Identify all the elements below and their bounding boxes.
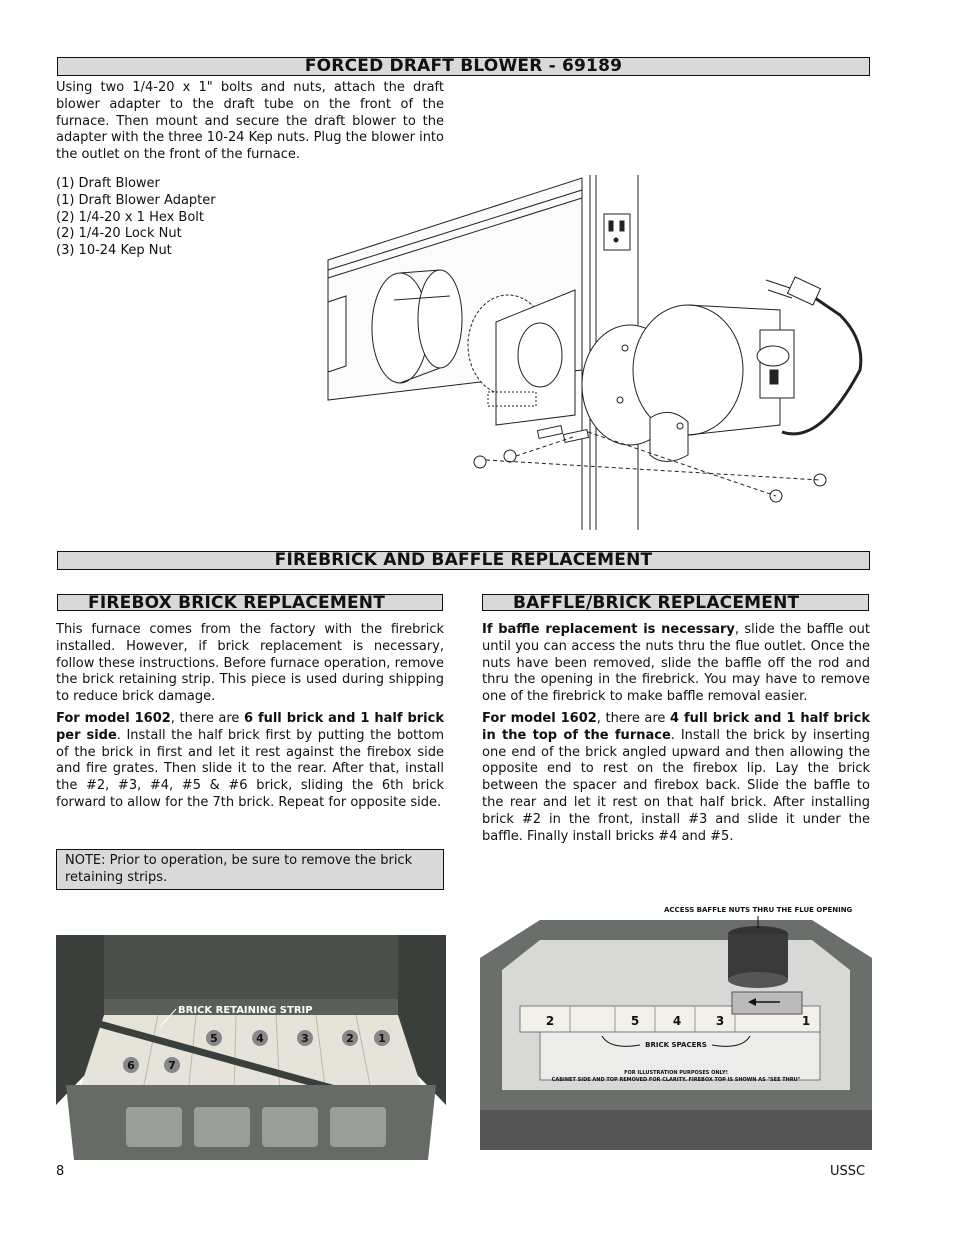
baffle-paragraph-2 xyxy=(482,711,870,845)
page-number: 8 xyxy=(56,1164,65,1179)
parts-list-item: (2) 1/4-20 Lock Nut xyxy=(56,226,182,242)
forced-draft-blower-header xyxy=(57,57,870,76)
brick-number: 7 xyxy=(168,1059,176,1072)
illustration-note: CABINET SIDE AND TOP REMOVED FOR CLARITY. FIREBOX TOP IS SHOWN AS "SEE THRU" xyxy=(551,1077,801,1083)
brick-number: 1 xyxy=(801,1014,811,1028)
access-baffle-nuts-label: ACCESS BAFFLE NUTS THRU THE FLUE OPENING xyxy=(664,906,853,914)
blower-instructions-text: Using two 1/4-20 x 1" bolts and nuts, attach the draft blower adapter to the draft tube on the front of the furnace. Then mount and secure the draft blower to the adapter with the three 10-24 Kep nuts. Plug the blower into the outlet on the front of the furnace. xyxy=(56,80,444,163)
column-title: BAFFLE/BRICK REPLACEMENT xyxy=(513,593,800,613)
brick-spacers-label: BRICK SPACERS xyxy=(645,1041,707,1049)
text-run: , slide the baffle out until you can access the nuts thru the flue outlet. Once the nuts have been removed, slide the baffle off the rod and thru the opening in the firebrick. You may have to remove one of the firebrick to make baffle removal easier. xyxy=(482,622,870,705)
parts-list-item: (1) Draft Blower Adapter xyxy=(56,192,216,208)
parts-list-item: (1) Draft Blower xyxy=(56,176,160,191)
baffle-paragraph-1 xyxy=(482,622,870,706)
brick-number: 4 xyxy=(256,1032,264,1045)
baffle-brick-figure xyxy=(480,900,872,1150)
note-box xyxy=(56,849,444,890)
blower-exploded-diagram xyxy=(320,170,880,530)
parts-list-item: (3) 10-24 Kep Nut xyxy=(56,243,172,259)
brick-retaining-strip-label: BRICK RETAINING STRIP xyxy=(178,1005,313,1016)
baffle-brick-header xyxy=(482,594,869,611)
section-title: FORCED DRAFT BLOWER - 69189 xyxy=(304,56,623,76)
firebox-paragraph-1: This furnace comes from the factory with the firebrick installed. However, if brick replacement is necessary, follow these instructions. Before furnace operation, remove the brick retaining strip. This piece is used during shipping to reduce brick damage. xyxy=(56,622,444,705)
text-run: , there are xyxy=(596,710,670,726)
brick-number: 3 xyxy=(301,1032,309,1045)
section-title: FIREBRICK AND BAFFLE REPLACEMENT xyxy=(274,550,653,570)
brick-number: 2 xyxy=(346,1032,354,1045)
brick-number: 4 xyxy=(672,1014,682,1028)
brick-number: 5 xyxy=(210,1032,218,1045)
brick-number: 6 xyxy=(127,1059,135,1072)
blower-instructions xyxy=(56,80,444,164)
brick-number: 5 xyxy=(630,1014,640,1028)
text-run: . Install the brick by inserting one end of the brick angled upward and then allowing the opposite end to rest on the firebox lip. Lay the brick between the spacer and firebox back. Slide the baffle to the rear and let it rest on that half brick. After installing brick #2 in the front, install #3 and slide it under the baffle. Finally install bricks #4 and #5. xyxy=(482,727,870,844)
brick-count: 4 full brick and 1 half brick in the top of the furnace xyxy=(482,710,870,743)
firebox-paragraph-2 xyxy=(56,711,444,812)
firebox-brick-header xyxy=(57,594,443,611)
text-run: . Install the half brick first by putting the bottom of the brick in first and let it rest against the firebox side and fire grates. Then slide it to the rear. After that, install the #2, #3, #4, #5 & #6 brick, sliding the 6th brick forward to allow for the 7th brick. Repeat for opposite side. xyxy=(56,727,444,810)
text-run: , there are xyxy=(170,710,244,726)
baffle-lead: If baffle replacement is necessary xyxy=(482,622,735,637)
firebrick-baffle-header xyxy=(57,551,870,570)
parts-list-item: (2) 1/4-20 x 1 Hex Bolt xyxy=(56,209,205,225)
model-label: For model 1602 xyxy=(56,710,171,726)
parts-list xyxy=(56,176,296,260)
model-label: For model 1602 xyxy=(482,710,597,726)
column-title: FIREBOX BRICK REPLACEMENT xyxy=(88,593,386,613)
firebox-brick-figure xyxy=(56,935,446,1160)
baffle-brick-instructions xyxy=(482,622,870,845)
brand-footer: USSC xyxy=(830,1164,866,1179)
illustration-note: FOR ILLUSTRATION PURPOSES ONLY! xyxy=(624,1070,728,1076)
brick-number: 3 xyxy=(715,1014,725,1028)
brick-count: 6 full brick and 1 half brick per side xyxy=(56,710,444,743)
firebox-brick-instructions xyxy=(56,622,444,812)
note-text: NOTE: Prior to operation, be sure to remove the brick retaining strips. xyxy=(65,853,413,885)
brick-number: 2 xyxy=(545,1014,555,1028)
brick-number: 1 xyxy=(378,1032,386,1045)
